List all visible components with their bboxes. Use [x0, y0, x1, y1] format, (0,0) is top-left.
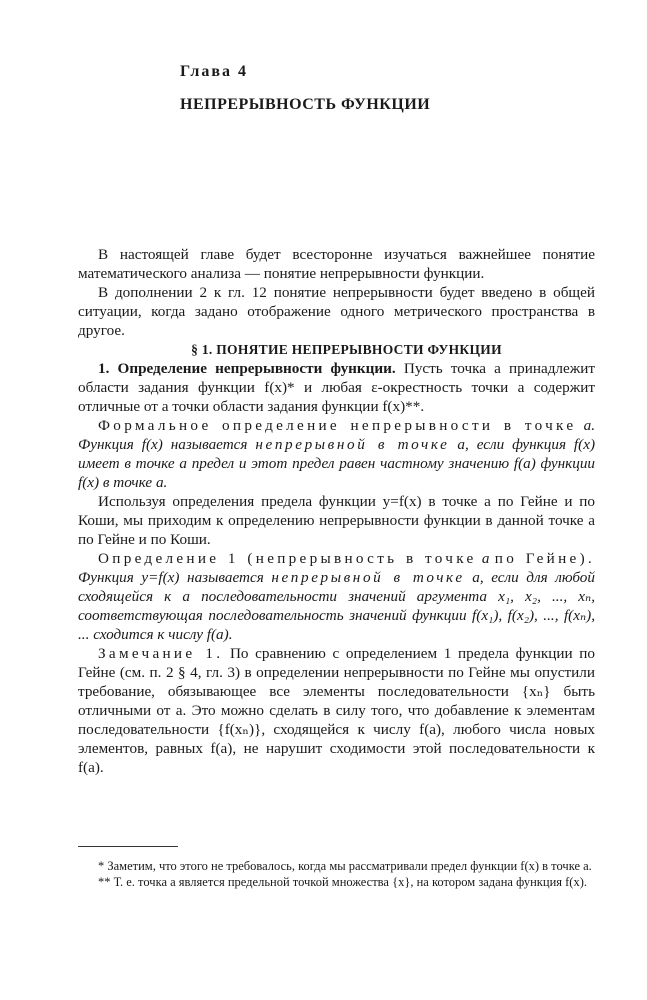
chapter-title: НЕПРЕРЫВНОСТЬ ФУНКЦИИ	[180, 96, 431, 113]
formal-definition-text-1: Функция f(x) называется	[78, 436, 248, 453]
paragraph-definition-intro	[78, 359, 595, 416]
section-title: § 1. ПОНЯТИЕ НЕПРЕРЫВНОСТИ ФУНКЦИИ	[191, 342, 502, 357]
formal-definition-lead: Формальное определение непрерывности в точке	[98, 417, 577, 434]
definition-1-text-2: a, если для любой сходящейся к a последовательности значений аргумента x₁, x₂, ..., xₙ, соответствующая последовательность значений функции f(x₁), f(x₂), ..., f(xₙ), ... сходится к числу f(a).	[78, 569, 595, 643]
definition-1-lead: Определение 1 (непрерывность в точке	[98, 550, 477, 567]
subsection-heading: 1. Определение непрерывности функции.	[98, 360, 396, 377]
definition-1-lead-end: по Гейне).	[494, 550, 596, 567]
formal-definition-point: a.	[583, 417, 595, 434]
paragraph-text: Пусть точка a принадлежит области задания функции f(x)* и любая ε-окрестность точки a содержит отличные от a точки области задания функции f(x)**.	[78, 360, 596, 415]
formal-definition-term: непрерывной в точке	[255, 436, 450, 453]
intro-paragraph-1: В настоящей главе будет всесторонне изучаться важнейшее понятие математического анализа — понятие непрерывности функции.	[78, 246, 595, 282]
body-text	[78, 245, 595, 777]
intro-paragraph-2: В дополнении 2 к гл. 12 понятие непрерывности будет введено в общей ситуации, когда задано отображение одного метрического пространства в другое.	[78, 284, 595, 339]
footnote-2: ** Т. е. точка a является предельной точкой множества {x}, на котором задана функция f(x).	[98, 875, 587, 889]
paragraph-formal-definition	[78, 416, 595, 492]
remark-1-text: По сравнению с определением 1 предела функции по Гейне (см. п. 2 § 4, гл. 3) в определении непрерывности по Гейне мы опустили требование, обязывающее все элементы последовательности {xₙ} быть отличными от a. Это можно сделать в силу того, что добавление к элементам последовательности {f(xₙ)}, сходящейся к числу f(a), любого числа новых элементов, равных f(a), не нарушит сходимости этой последовательности к f(a).	[78, 645, 595, 776]
paragraph-remark-1	[78, 644, 595, 777]
footnote-1: * Заметим, что этого не требовалось, когда мы рассматривали предел функции f(x) в точке a.	[98, 859, 592, 873]
formal-definition-text-2: a, если функция f(x) имеет в точке a предел и этот предел равен частному значению f(a) функции f(x) в точке a.	[78, 436, 596, 491]
definition-1-text-1: Функция y=f(x) называется	[78, 569, 264, 586]
footnotes	[78, 858, 595, 890]
paragraph-heine-cauchy: Используя определения предела функции y=f(x) в точке a по Гейне и по Коши, мы приходим к определению непрерывности функции в данной точке a по Гейне и по Коши.	[78, 493, 595, 548]
remark-1-lead: Замечание 1.	[98, 645, 224, 662]
footnote-divider	[78, 846, 178, 847]
definition-1-point: a	[481, 550, 490, 567]
paragraph-definition-1	[78, 549, 595, 644]
chapter-label: Глава 4	[180, 63, 248, 80]
definition-1-term: непрерывной в точке	[271, 569, 465, 586]
